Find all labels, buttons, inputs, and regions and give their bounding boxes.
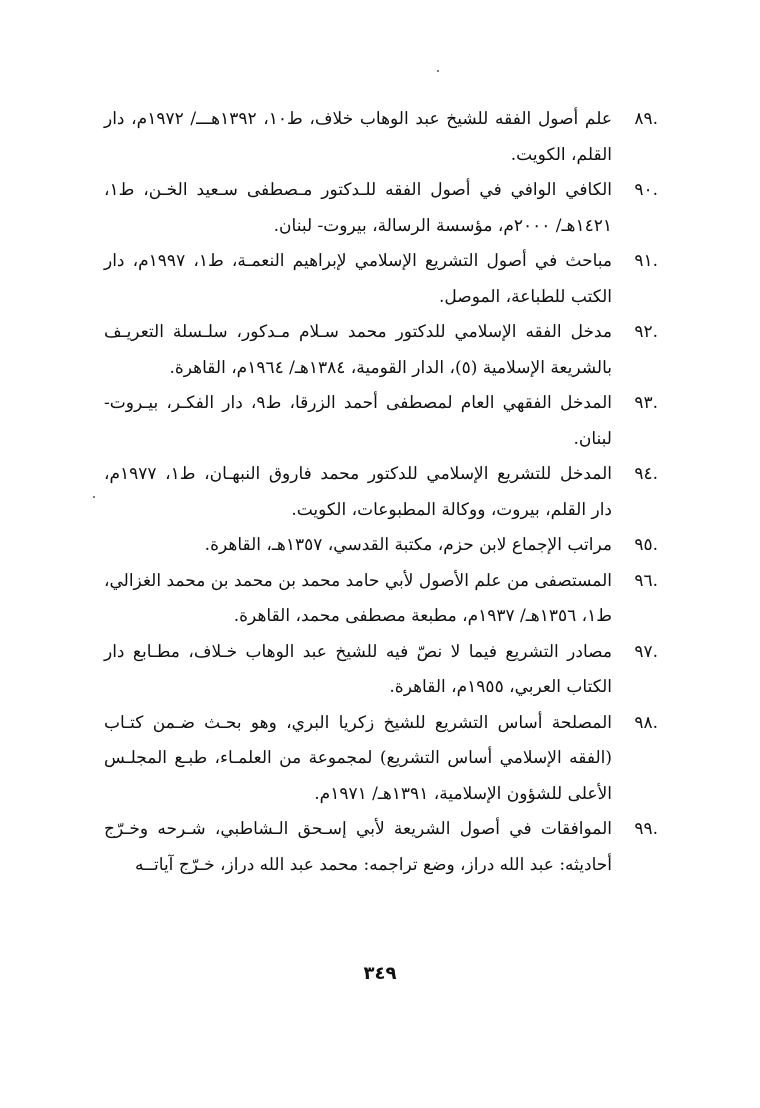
scan-speck (437, 70, 439, 72)
reference-number: ٩٦. (634, 570, 658, 591)
page-number: ٣٤٩ (363, 963, 397, 984)
reference-item (104, 706, 658, 813)
reference-text: المستصفى من علم الأصول لأبي حامد محمد بن محمد بن محمد الغزالي، ط١، ١٣٥٦هـ/ ١٩٣٧م، مطبعة مصطفى محمد، القاهرة. (104, 570, 612, 626)
reference-number: ٩٨. (634, 712, 658, 733)
reference-item (104, 812, 658, 883)
reference-text: المصلحة أساس التشريع للشيخ زكريا البري، وهو بحـث ضـمن كتـاب (الفقه الإسلامي أساس التشريع) لمجموعة من العلمـاء، طبـع المجلـس الأعلى للشؤون الإسلامية، ١٣٩١هـ/ ١٩٧١م. (104, 712, 612, 804)
reference-text: الكافي الوافي في أصول الفقه للـدكتور مـصطفى سـعيد الخـن، ط١، ١٤٢١هـ/ ٢٠٠٠م، مؤسسة الرسالة، بيروت- لبنان. (104, 180, 612, 236)
reference-number: ٩٤. (634, 464, 658, 484)
reference-number: ٩٧. (634, 641, 658, 662)
reference-number: ٨٩. (634, 109, 658, 129)
reference-number: ٩١. (634, 251, 658, 271)
reference-number: ٩٢. (634, 322, 658, 342)
reference-item (104, 244, 658, 315)
reference-item (104, 315, 658, 386)
reference-list (104, 102, 658, 883)
reference-item (104, 386, 658, 457)
reference-number: ٩٣. (634, 393, 658, 413)
reference-item (104, 102, 658, 173)
reference-text: المدخل الفقهي العام لمصطفى أحمد الزرقا، ط٩، دار الفكـر، بيـروت- لبنان. (104, 393, 612, 449)
reference-item (104, 457, 658, 528)
reference-text: مصادر التشريع فيما لا نصّ فيه للشيخ عبد الوهاب خـلاف، مطـابع دار الكتاب العربي، ١٩٥٥م، القاهرة. (104, 641, 612, 697)
reference-number: ٩٠. (634, 180, 658, 200)
reference-text: علم أصول الفقه للشيخ عبد الوهاب خلاف، ط١٠، ١٣٩٢هـــ/ ١٩٧٢م، دار القلم، الكويت. (104, 109, 612, 165)
reference-number: ٩٥. (634, 535, 658, 555)
reference-text: مباحث في أصول التشريع الإسلامي لإبراهيم النعمـة، ط١، ١٩٩٧م، دار الكتب للطباعة، الموصل. (104, 251, 612, 307)
reference-text: مراتب الإجماع لابن حزم، مكتبة القدسي، ١٣٥٧هـ، القاهرة. (204, 535, 612, 555)
reference-text: مدخل الفقه الإسلامي للدكتور محمد سـلام مـدكور، سلـسلة التعريـف بالشريعة الإسلامية (٥)، الدار القومية، ١٣٨٤هـ/ ١٩٦٤م، القاهرة. (104, 322, 612, 378)
reference-item (104, 564, 658, 635)
reference-item (104, 173, 658, 244)
reference-item (104, 528, 658, 564)
reference-text: الموافقات في أصول الشريعة لأبي إسـحق الـشاطبي، شـرحه وخـرّج أحاديثه: عبد الله دراز، وضع تراجمه: محمد عبد الله دراز، خـرّج آياتــه (104, 819, 612, 875)
scan-speck (93, 496, 95, 498)
reference-text: المدخل للتشريع الإسلامي للدكتور محمد فاروق النبهـان، ط١، ١٩٧٧م، دار القلم، بيروت، ووكالة المطبوعات، الكويت. (104, 464, 612, 520)
reference-item (104, 635, 658, 706)
reference-number: ٩٩. (634, 819, 658, 839)
